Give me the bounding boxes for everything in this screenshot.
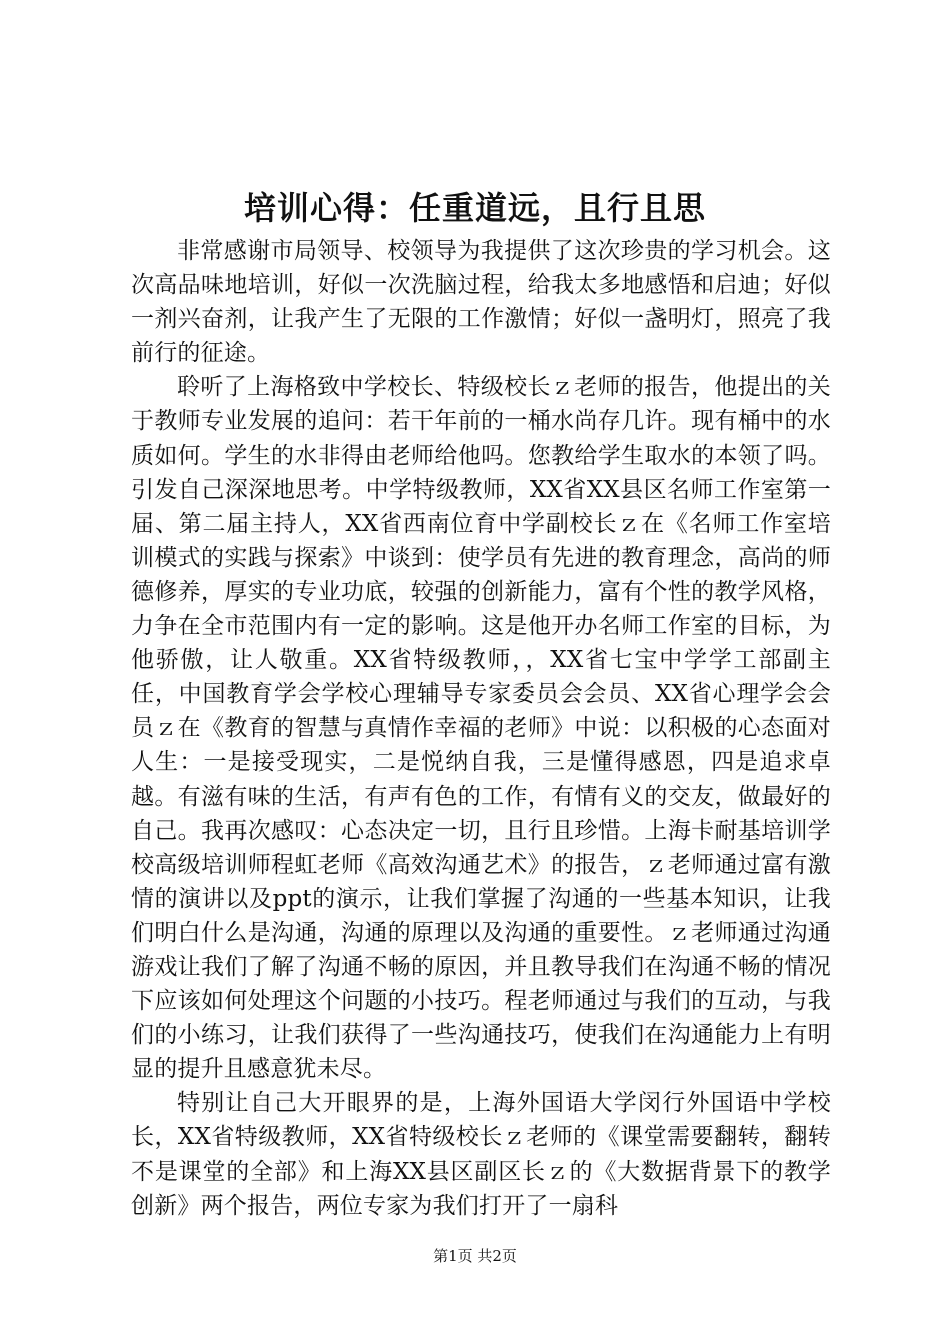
page-footer: 第1页 共2页 — [433, 1247, 517, 1265]
paragraph-2: 聆听了上海格致中学校长、特级校长ｚ老师的报告，他提出的关于教师专业发展的追问：若干年前的一桶水尚存几许。现有桶中的水质如何。学生的水非得由老师给他吗。您教给学生取水的本领了吗。引发自己深深地思考。中学特级教师，XX省XX县区名师工作室第一届、第二届主持人，XX省西南位育中学副校长ｚ在《名师工作室培训模式的实践与探索》中谈到：使学员有先进的教育理念，高尚的师德修养，厚实的专业功底，较强的创新能力，富有个性的教学风格，力争在全市范围内有一定的影响。这是他开办名师工作室的目标，为他骄傲，让人敬重。XX省特级教师，，XX省七宝中学学工部副主任，中国教育学会学校心理辅导专家委员会会员、XX省心理学会会员ｚ在《教育的智慧与真情作幸福的老师》中说：以积极的心态面对人生：一是接受现实，二是悦纳自我，三是懂得感恩，四是追求卓越。有滋有味的生活，有声有色的工作，有情有义的交友，做最好的自己。我再次感叹：心态决定一切，且行且珍惜。上海卡耐基培训学校高级培训师程虹老师《高效沟通艺术》的报告，ｚ老师通过富有激情的演讲以及ppt的演示，让我们掌握了沟通的一些基本知识，让我们明白什么是沟通，沟通的原理以及沟通的重要性。ｚ老师通过沟通游戏让我们了解了沟通不畅的原因，并且教导我们在沟通不畅的情况下应该如何处理这个问题的小技巧。程老师通过与我们的互动，与我们的小练习，让我们获得了一些沟通技巧，使我们在沟通能力上有明显的提升且感意犹未尽。 — [131, 374, 831, 1083]
document-title: 培训心得：任重道远，且行且思 — [243, 189, 706, 227]
paragraph-1: 非常感谢市局领导、校领导为我提供了这次珍贵的学习机会。这次高品味地培训，好似一次洗脑过程，给我太多地感悟和启迪；好似一剂兴奋剂，让我产生了无限的工作激情；好似一盏明灯，照亮了我前行的征途。 — [131, 238, 831, 367]
paragraph-3: 特别让自己大开眼界的是，上海外国语大学闵行外国语中学校长，XX省特级教师，XX省特级校长ｚ老师的《课堂需要翻转，翻转不是课堂的全部》和上海XX县区副区长ｚ的《大数据背景下的教学创新》两个报告，两位专家为我们打开了一扇科 — [131, 1090, 831, 1219]
document-body — [131, 234, 831, 1223]
